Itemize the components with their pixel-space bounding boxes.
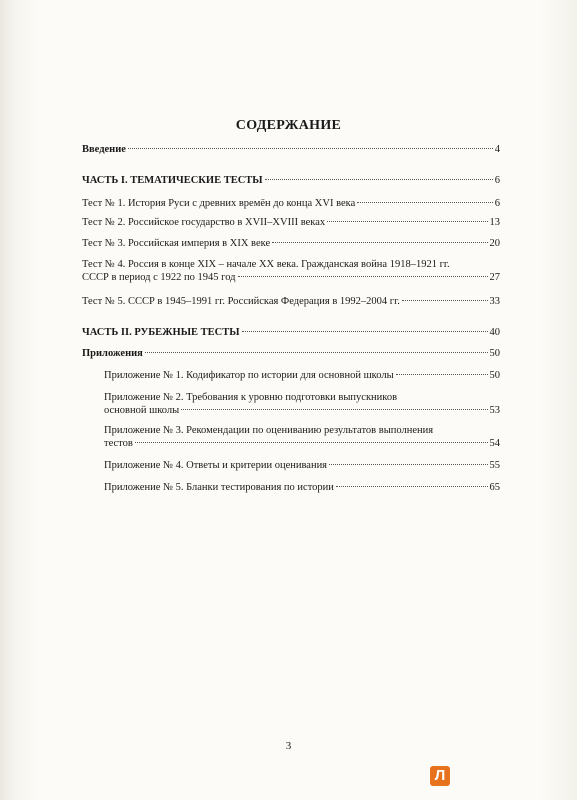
toc-entry-test-2[interactable]: [82, 216, 500, 229]
toc-entry-appendices[interactable]: [82, 347, 500, 360]
toc-entry-test-3[interactable]: [82, 237, 500, 250]
toc-entry-text: Приложение № 4. Ответы и критерии оценивания: [104, 460, 328, 471]
toc-entry-text: Приложение № 5. Бланки тестирования по истории: [104, 482, 334, 493]
toc-page-number: 33: [489, 296, 500, 307]
toc-entry-appendix-4[interactable]: [104, 459, 500, 472]
toc-page-number: 55: [489, 460, 500, 471]
toc-page-number: 65: [489, 482, 500, 493]
toc-entry-text: ЧАСТЬ II. РУБЕЖНЫЕ ТЕСТЫ: [82, 327, 240, 338]
toc-entry-text: Приложение № 2. Требования к уровню подготовки выпускников: [104, 392, 398, 403]
dot-leader: [329, 464, 487, 465]
toc-entry-text: Приложение № 3. Рекомендации по оцениванию результатов выполнения: [104, 425, 434, 436]
toc-entry-text-continued: тестов: [104, 438, 133, 449]
toc-entry-appendix-5[interactable]: [104, 481, 500, 494]
toc-page-number: 53: [489, 405, 500, 416]
toc-entry-text: Приложение № 1. Кодификатор по истории для основной школы: [104, 370, 394, 381]
toc-entry-test-5[interactable]: [82, 295, 500, 308]
toc-entry-part-2[interactable]: [82, 326, 500, 339]
dot-leader: [238, 276, 488, 277]
toc-entry-text: Тест № 5. СССР в 1945–1991 гг. Российская Федерация в 1992–2004 гг.: [82, 296, 400, 307]
toc-page-number: 4: [494, 144, 500, 155]
dot-leader: [242, 331, 488, 332]
toc-page-number: 50: [489, 370, 500, 381]
toc-page-number: 20: [489, 238, 500, 249]
dot-leader: [145, 352, 488, 353]
toc-entry-appendix-2[interactable]: [104, 391, 500, 417]
toc-entry-text-continued: СССР в период с 1922 по 1945 год: [82, 272, 236, 283]
dot-leader: [128, 148, 493, 149]
toc-entry-text: Тест № 3. Российская империя в XIX веке: [82, 238, 271, 249]
toc-entry-text: Введение: [82, 144, 126, 155]
toc-entry-text-continued: основной школы: [104, 405, 180, 416]
dot-leader: [181, 409, 487, 410]
toc-page-number: 54: [489, 438, 500, 449]
toc-entry-text: Тест № 1. История Руси с древних времён до конца XVI века: [82, 198, 356, 209]
toc-page-number: 50: [489, 348, 500, 359]
toc-entry-intro[interactable]: [82, 143, 500, 156]
dot-leader: [272, 242, 487, 243]
dot-leader: [135, 442, 488, 443]
labirint-logo-icon: Л: [430, 766, 450, 786]
dot-leader: [336, 486, 488, 487]
toc-entry-part-1[interactable]: [82, 174, 500, 187]
dot-leader: [402, 300, 488, 301]
toc-entry-text: Тест № 4. Россия в конце XIX – начале XX века. Гражданская война 1918–1921 гг.: [82, 259, 450, 270]
dot-leader: [265, 179, 493, 180]
toc-page-number: 13: [489, 217, 500, 228]
page-title: СОДЕРЖАНИЕ: [235, 118, 342, 133]
page-number: 3: [285, 740, 292, 752]
toc-page-number: 40: [489, 327, 500, 338]
dot-leader: [327, 221, 487, 222]
toc-entry-text: Тест № 2. Российское государство в XVII–XVIII веках: [82, 217, 326, 228]
toc-entry-test-4[interactable]: [82, 258, 500, 284]
toc-entry-text: Приложения: [82, 348, 143, 359]
toc-entry-test-1[interactable]: [82, 197, 500, 210]
toc-page-number: 6: [494, 175, 500, 186]
toc-page-number: 6: [494, 198, 500, 209]
toc-entry-appendix-3[interactable]: [104, 424, 500, 450]
toc-entry-text: ЧАСТЬ I. ТЕМАТИЧЕСКИЕ ТЕСТЫ: [82, 175, 263, 186]
dot-leader: [357, 202, 493, 203]
toc-page-number: 27: [489, 272, 500, 283]
dot-leader: [396, 374, 488, 375]
toc-entry-appendix-1[interactable]: [104, 369, 500, 382]
